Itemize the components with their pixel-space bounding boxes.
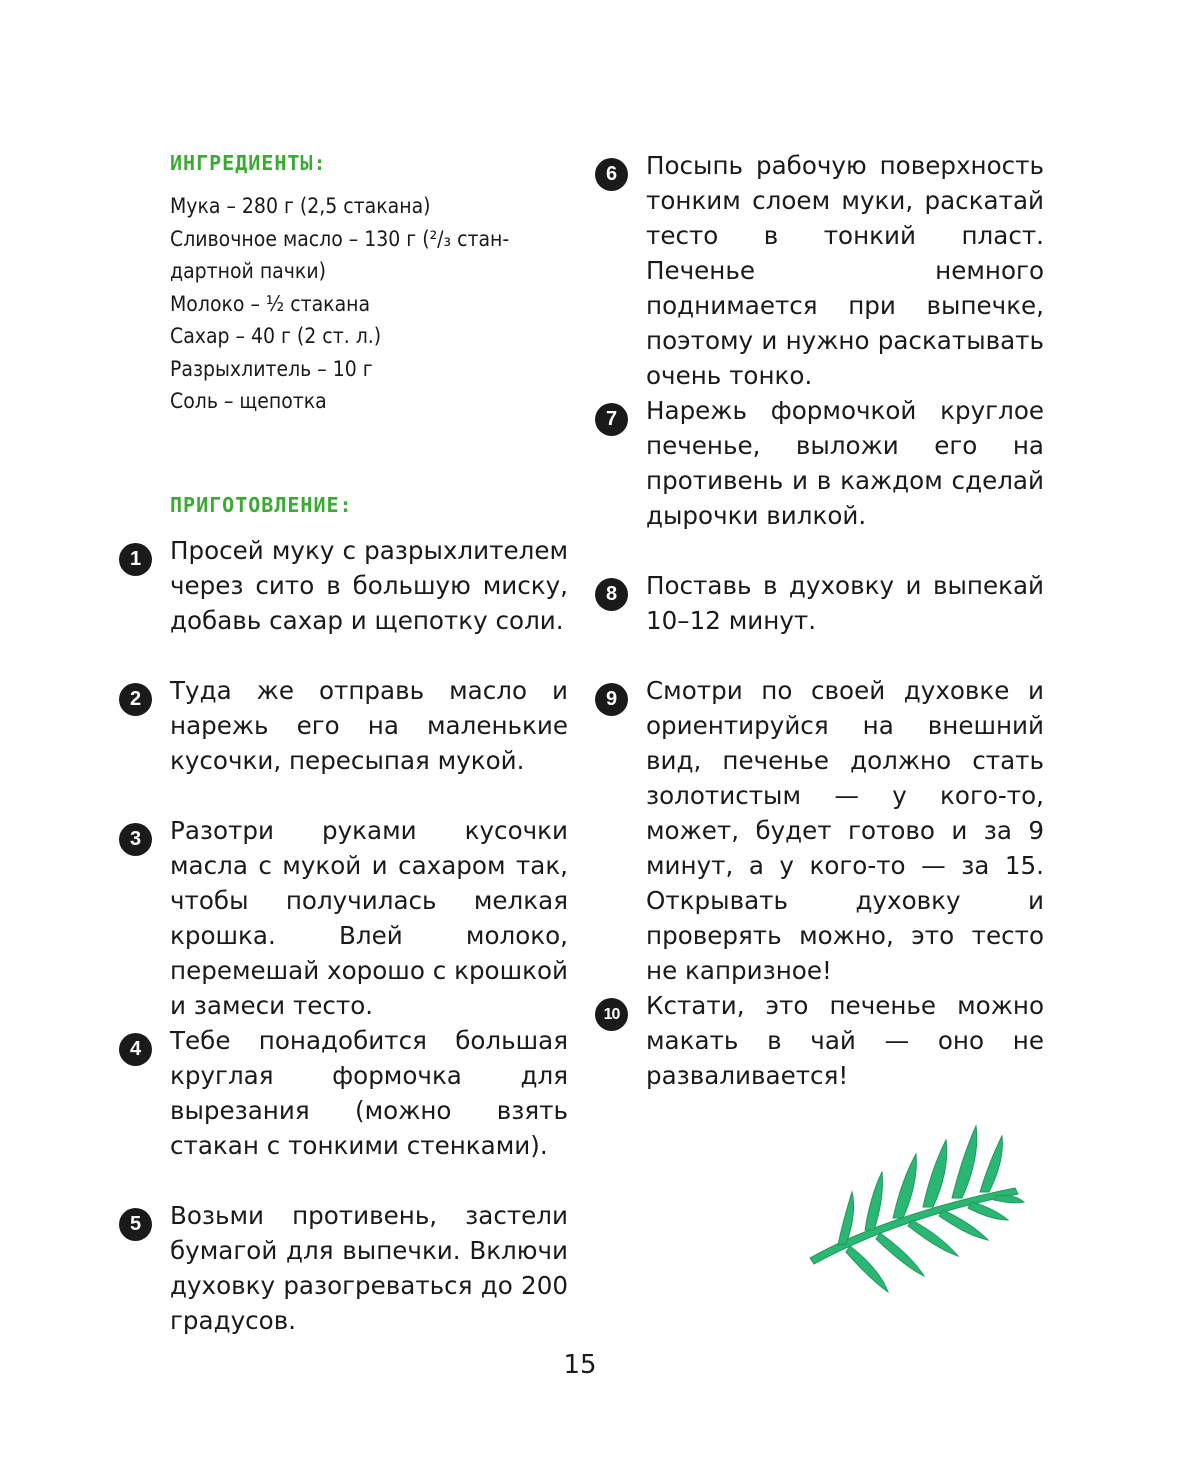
ingredient-item: Молоко – ½ стакана [170,291,371,316]
step-text: Посыпь рабочую поверхность тонким слоем муки, раскатай тесто в тонкий пласт. Печенье немного поднимается при выпечке, поэтому и нужно раскатывать очень тонко. [646,151,1044,390]
step-number-badge: 4 [119,1033,152,1066]
rosemary-sprig-icon [790,1110,1030,1310]
step-2 [129,673,568,778]
step-number-badge: 10 [595,998,628,1031]
step-number-badge: 8 [595,578,628,611]
ingredient-item: Мука – 280 г (2,5 стакана) [170,194,431,218]
step-4 [129,1023,568,1163]
ingredients-list [170,190,530,418]
page-number: 15 [563,1350,597,1380]
step-3 [129,813,568,1023]
ingredient-item: дартной пачки) [170,259,326,283]
step-text: Просей муку с разрыхлителем через сито в большую миску, добавь сахар и щепотку соли. [170,536,568,635]
ingredient-item: Разрыхлитель – 10 г [170,356,373,381]
ingredients-heading: ИНГРЕДИЕНТЫ: [170,151,327,175]
step-number-badge: 3 [119,823,152,856]
ingredient-item: Сливочное масло – 130 г (²/₃ стан- [170,226,510,251]
step-6 [605,148,1044,393]
step-number-badge: 9 [595,683,628,716]
step-text: Смотри по своей духовке и ориентируйся на внешний вид, печенье должно стать золотистым — у кого-то, может, будет готово и за 9 минут, а у кого-то — за 15. Открывать духовку и проверять можно, это тесто не капризное! [646,676,1044,985]
step-number-badge: 7 [595,403,628,436]
step-text: Нарежь формочкой круглое печенье, выложи его на противень и в каждом сделай дырочки вилкой. [646,396,1044,530]
step-text: Кстати, это печенье можно макать в чай — оно не разваливается! [646,991,1044,1090]
step-number-badge: 2 [119,683,152,716]
step-1 [129,533,568,638]
step-7 [605,393,1044,533]
step-text: Поставь в духовку и выпекай 10–12 минут. [646,571,1044,635]
step-number-badge: 5 [119,1208,152,1241]
ingredient-item: Соль – щепотка [170,389,327,413]
step-8 [605,568,1044,638]
step-number-badge: 6 [595,158,628,191]
step-text: Туда же отправь масло и нарежь его на маленькие кусочки, пересыпая мукой. [170,676,568,775]
step-text: Возьми противень, застели бумагой для выпечки. Включи духовку разогреваться до 200 градусов. [170,1201,568,1335]
step-10 [603,988,1044,1093]
step-number-badge: 1 [119,543,152,576]
step-text: Разотри руками кусочки масла с мукой и сахаром так, чтобы получилась мелкая крошка. Влей молоко, перемешай хорошо с крошкой и замеси тесто. [170,816,568,1020]
step-9 [605,673,1044,988]
preparation-heading: ПРИГОТОВЛЕНИЕ: [170,493,353,517]
step-text: Тебе понадобится большая круглая формочка для вырезания (можно взять стакан с тонкими стенками). [170,1026,568,1160]
ingredient-item: Сахар – 40 г (2 ст. л.) [170,324,382,348]
step-5 [129,1198,568,1338]
